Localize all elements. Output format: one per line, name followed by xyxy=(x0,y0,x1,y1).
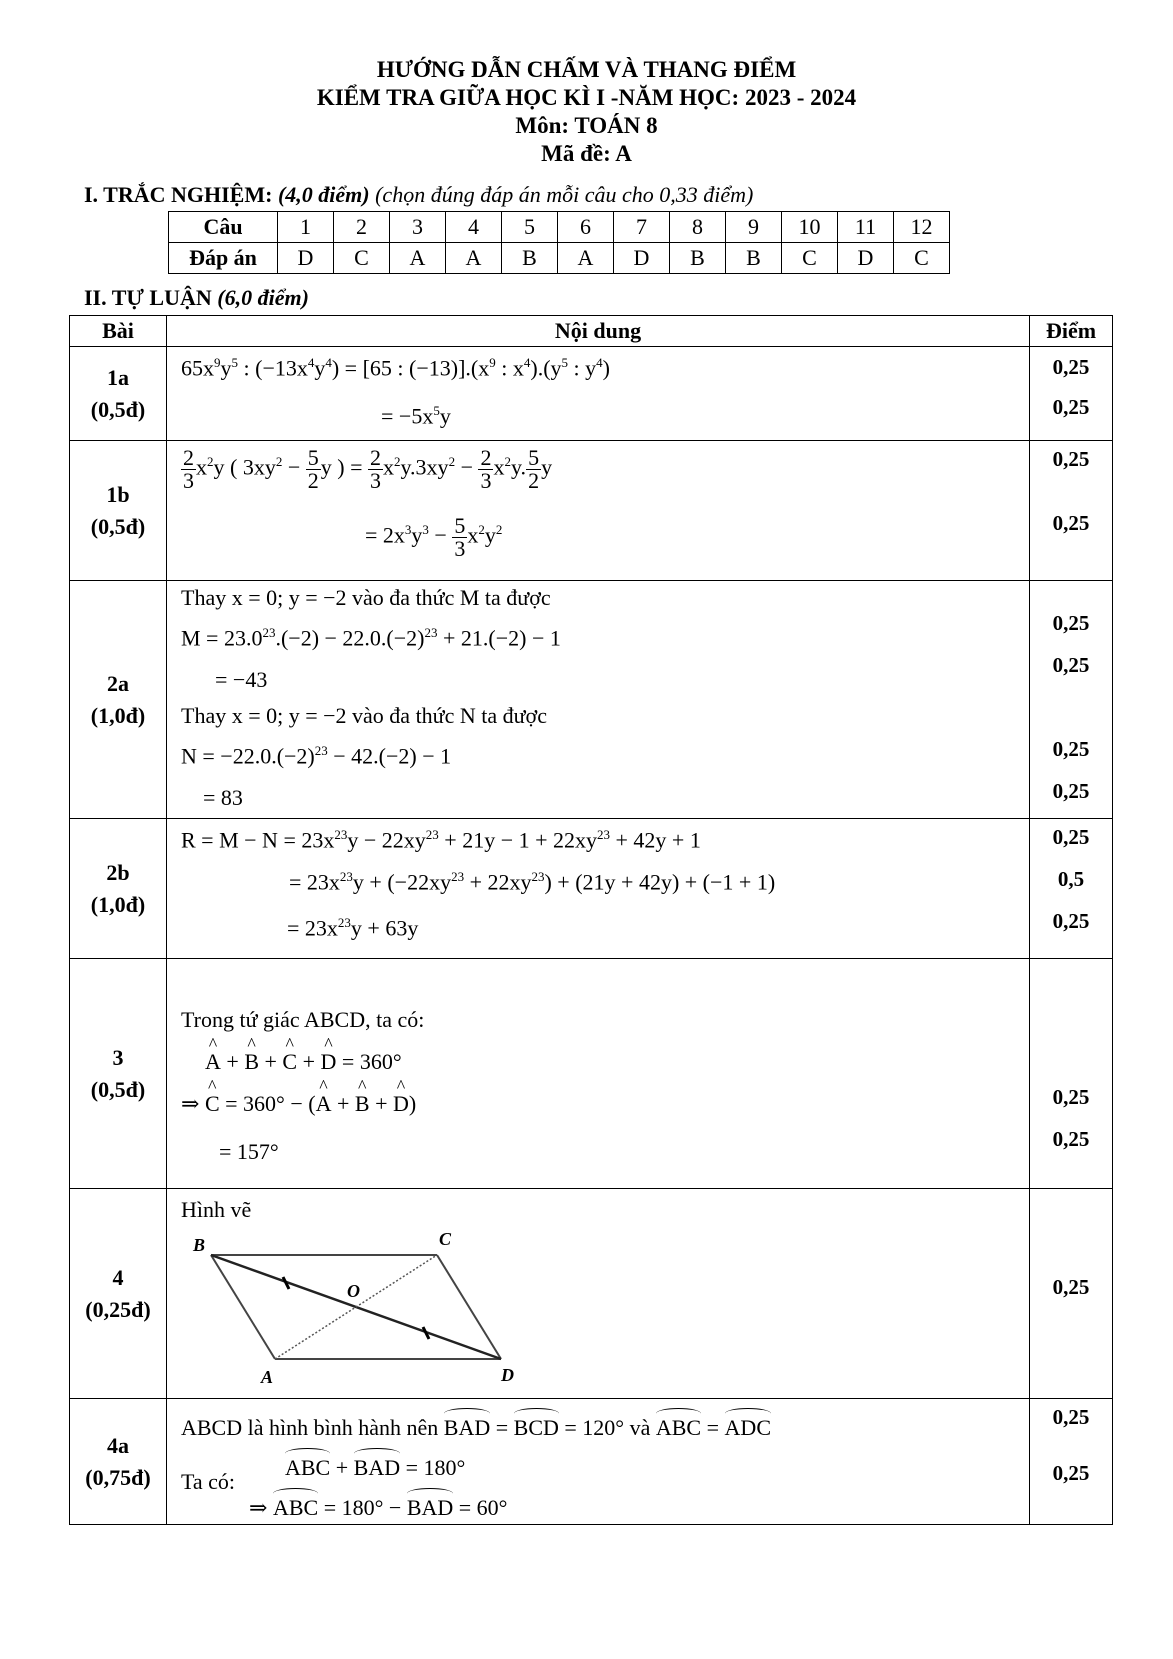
question-cell: 5 xyxy=(502,212,558,243)
score-value: 0,25 xyxy=(1052,779,1090,803)
row-content xyxy=(167,1189,1030,1399)
score-value: 0,25 xyxy=(1052,653,1090,677)
question-cell: 3 xyxy=(390,212,446,243)
score-value: 0,25 xyxy=(1052,825,1090,849)
score-value: 0,25 xyxy=(1052,511,1090,535)
math-line: $N = -22.0.(-2)^{23} - 42.(-2) - 1$ xyxy=(181,743,452,769)
answer-cell: C xyxy=(782,243,838,274)
math-line: $\frac{2}{3}$ $x^2y$ ( $3xy^2$ − $\frac{5}{2}$ y ) = $\frac{2}{3}$ $x^2y.3xy^2$ − $\frac{2}{3}$ $x^2y$. $\frac{5}{2}$ y xyxy=(183,445,553,493)
score-value: 0,25 xyxy=(1052,737,1090,761)
answer-cell: B xyxy=(670,243,726,274)
answer-cell: D xyxy=(838,243,894,274)
text-line: Thay x = 0; y = −2 vào đa thức M ta được xyxy=(181,585,551,610)
score-value: 0,25 xyxy=(1052,1085,1090,1109)
math-line: = $-5x^5y$ xyxy=(381,403,451,429)
row-label: 1b (0,5đ) xyxy=(70,441,167,581)
score-value: 0,25 xyxy=(1052,1127,1090,1151)
row-label: 2a (1,0đ) xyxy=(70,581,167,819)
math-line: = 157° xyxy=(219,1139,279,1164)
text-line: Trong tứ giác ABCD, ta có: xyxy=(181,1007,425,1032)
question-row xyxy=(169,212,950,243)
question-cell: 1 xyxy=(278,212,334,243)
row-4a xyxy=(70,1399,1113,1525)
row-2b xyxy=(70,819,1113,959)
part2-title: II. TỰ LUẬN xyxy=(84,285,212,310)
label-a: A xyxy=(261,1367,274,1387)
part1-points: (4,0 điểm) xyxy=(277,182,370,207)
score-value: 0,25 xyxy=(1052,611,1090,635)
part2-heading xyxy=(84,285,309,311)
col-content: Nội dung xyxy=(167,316,1030,347)
score-value: 0,25 xyxy=(1052,395,1090,419)
row-score xyxy=(1030,441,1113,581)
math-line: $R = M - N = 23x^{23}y - 22xy^{23} + 21y - 1 + 22xy^{23} + 42y + 1$ xyxy=(181,827,701,853)
answer-cell: C xyxy=(894,243,950,274)
col-bai: Bài xyxy=(70,316,167,347)
row-content xyxy=(167,581,1030,819)
row-content xyxy=(167,347,1030,441)
row-score xyxy=(1030,959,1113,1189)
header-row xyxy=(70,316,1113,347)
part1-title: I. TRẮC NGHIỆM: xyxy=(84,182,273,207)
question-cell: 11 xyxy=(838,212,894,243)
math-line: ^ A + ^ B + ^ C + ^ D = 360° xyxy=(205,1049,402,1075)
question-cell: 12 xyxy=(894,212,950,243)
part1-heading xyxy=(84,182,753,208)
answer-cell: B xyxy=(502,243,558,274)
row-1a xyxy=(70,347,1113,441)
row-content xyxy=(167,819,1030,959)
answer-cell: A xyxy=(446,243,502,274)
diagonal-ac xyxy=(275,1255,437,1359)
answer-cell: C xyxy=(334,243,390,274)
row-score xyxy=(1030,1399,1113,1525)
label-o: O xyxy=(347,1281,360,1301)
math-line: ⇒ ABC = 180° − BAD = 60° xyxy=(249,1495,508,1520)
row-content xyxy=(167,959,1030,1189)
label-c: C xyxy=(439,1229,452,1249)
row-1b xyxy=(70,441,1113,581)
math-line: = $23x^{23}y + 63y$ xyxy=(287,915,419,941)
part2-points: (6,0 điểm) xyxy=(217,285,309,310)
title-line-1: HƯỚNG DẪN CHẤM VÀ THANG ĐIỂM xyxy=(376,57,797,82)
answer-cell: B xyxy=(726,243,782,274)
edge-cd xyxy=(437,1255,501,1359)
row-score xyxy=(1030,347,1113,441)
parallelogram-figure xyxy=(187,1229,547,1389)
score-value: 0,25 xyxy=(1052,355,1090,379)
row-label: 1a (0,5đ) xyxy=(70,347,167,441)
question-cell: 9 xyxy=(726,212,782,243)
row-score xyxy=(1030,819,1113,959)
row-label: 4 (0,25đ) xyxy=(70,1189,167,1399)
score-value: 0,5 xyxy=(1057,867,1085,891)
answer-cell: D xyxy=(278,243,334,274)
part1-note: (chọn đúng đáp án mỗi câu cho 0,33 điểm) xyxy=(375,182,754,207)
answer-cell: A xyxy=(390,243,446,274)
row-content xyxy=(167,441,1030,581)
row-4 xyxy=(70,1189,1113,1399)
label-d: D xyxy=(501,1365,514,1385)
score-value: 0,25 xyxy=(1052,447,1090,471)
title-line-2: KIỂM TRA GIỮA HỌC KÌ I -NĂM HỌC: 2023 - 2024 xyxy=(316,85,857,110)
question-label: Câu xyxy=(169,212,278,243)
row-3 xyxy=(70,959,1113,1189)
answer-cell: A xyxy=(558,243,614,274)
row-2a xyxy=(70,581,1113,819)
math-line: = −43 xyxy=(215,667,268,692)
score-value: 0,25 xyxy=(1052,1275,1090,1299)
math-line: ⇒ ^ C = 360° − (^ A + ^ B + ^ D) xyxy=(181,1091,416,1117)
col-score: Điểm xyxy=(1030,316,1113,347)
math-line: $65x^9y^5$ : $(-13x^4y^4) = [65$ : $(-13)].(x^9$ : $x^4).(y^5$ : $y^4$) xyxy=(181,355,610,381)
math-line: $M = 23.0^{23}.(-2) - 22.0.(-2)^{23} + 21.(-2) - 1$ xyxy=(181,625,561,651)
row-score xyxy=(1030,1189,1113,1399)
row-label: 4a (0,75đ) xyxy=(70,1399,167,1525)
row-label: 3 (0,5đ) xyxy=(70,959,167,1189)
text-line: Thay x = 0; y = −2 vào đa thức N ta được xyxy=(181,703,547,728)
essay-grading-table xyxy=(69,315,1113,1525)
question-cell: 4 xyxy=(446,212,502,243)
edge-ba xyxy=(211,1255,275,1359)
score-value: 0,25 xyxy=(1052,909,1090,933)
subject: Môn: TOÁN 8 xyxy=(515,113,658,138)
question-cell: 6 xyxy=(558,212,614,243)
math-line: ABC + BAD = 180° xyxy=(285,1455,466,1480)
row-score xyxy=(1030,581,1113,819)
answer-cell: D xyxy=(614,243,670,274)
text-line: Ta có: xyxy=(181,1469,236,1494)
math-line: = $2x^3y^3$ − $\frac{5}{3}$ $x^2y^2$ xyxy=(365,513,503,561)
math-line: = 83 xyxy=(203,785,243,810)
exam-code: Mã đề: A xyxy=(541,141,632,166)
answer-label: Đáp án xyxy=(169,243,278,274)
question-cell: 7 xyxy=(614,212,670,243)
text-line: Hình vẽ xyxy=(181,1197,252,1222)
math-line: ABCD là hình bình hành nên BAD = BCD = 120° và ABC = ADC xyxy=(181,1415,771,1440)
answer-row xyxy=(169,243,950,274)
question-cell: 10 xyxy=(782,212,838,243)
row-content xyxy=(167,1399,1030,1525)
label-b: B xyxy=(193,1235,206,1255)
math-line: = $23x^{23}y + (-22xy^{23} + 22xy^{23}) + (21y + 42y) + (-1 + 1)$ xyxy=(289,869,776,895)
question-cell: 2 xyxy=(334,212,390,243)
row-label: 2b (1,0đ) xyxy=(70,819,167,959)
answer-key-table xyxy=(168,211,950,274)
question-cell: 8 xyxy=(670,212,726,243)
score-value: 0,25 xyxy=(1052,1405,1090,1429)
score-value: 0,25 xyxy=(1052,1461,1090,1485)
